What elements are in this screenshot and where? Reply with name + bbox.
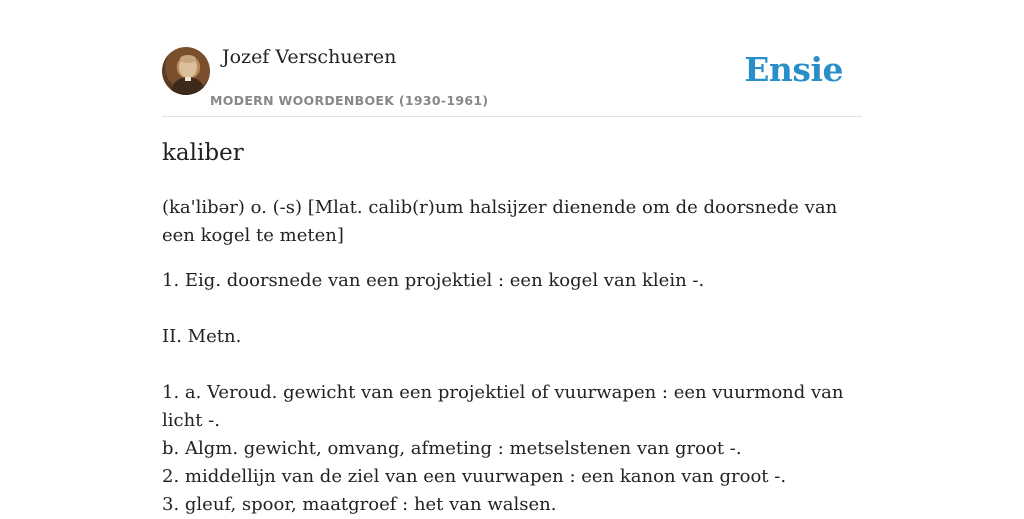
brand-logo[interactable]: Ensie [744,50,843,89]
definition-line: 2. middellijn van de ziel van een vuurwapen : een kanon van groot -. [162,466,787,487]
definition-line: II. Metn. [162,326,242,347]
entry-title: kaliber [162,140,244,166]
definition-line: 1. Eig. doorsnede van een projektiel : een kogel van klein -. [162,270,705,291]
entry-etymology: (ka'libər) o. (-s) [Mlat. calib(r)um halsijzer dienende om de doorsnede van een kogel te meten] [162,197,838,246]
spacer [162,295,862,323]
definition-line: b. Algm. gewicht, omvang, afmeting : metselstenen van groot -. [162,438,742,459]
spacer [162,351,862,379]
author-avatar[interactable] [162,47,210,95]
entry-body [162,267,862,519]
author-name[interactable]: Jozef Verschueren [222,46,397,68]
header [162,0,862,117]
source-title[interactable]: MODERN WOORDENBOEK (1930-1961) [210,93,489,108]
page [162,0,862,515]
portrait-icon [162,47,210,95]
definition-line: 3. gleuf, spoor, maatgroef : het van walsen. [162,494,557,515]
definition-line: 1. a. Veroud. gewicht van een projektiel of vuurwapen : een vuurmond van licht -. [162,382,844,431]
